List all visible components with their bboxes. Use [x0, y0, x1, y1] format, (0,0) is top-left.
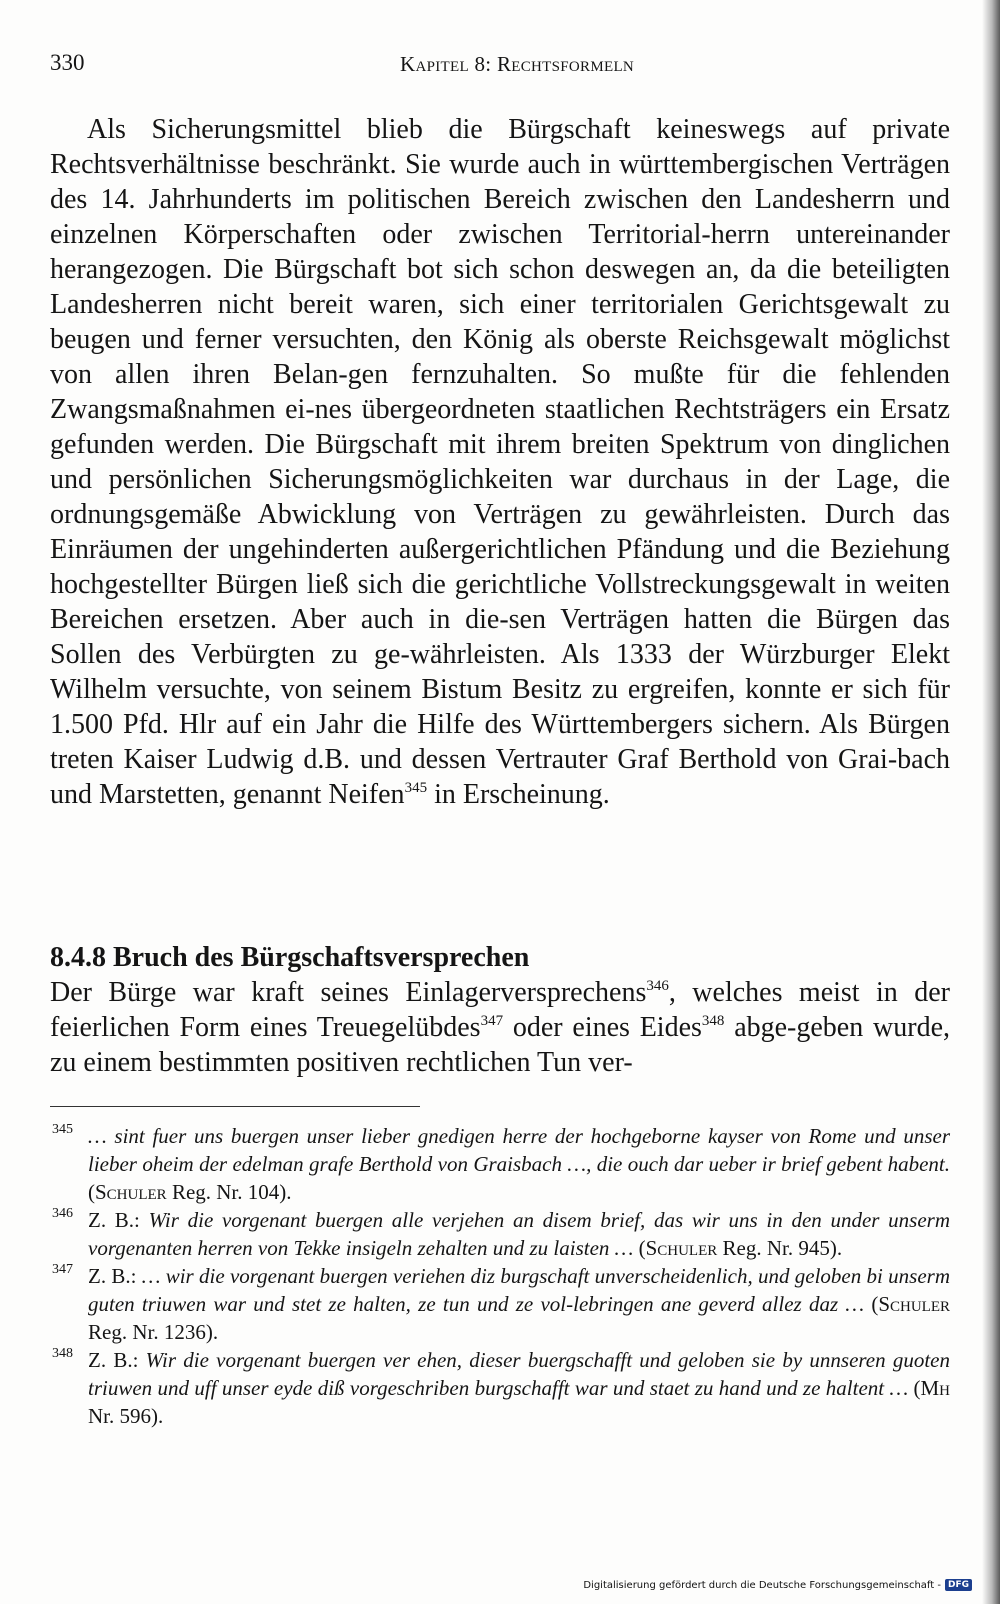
- footnote-346: [50, 1206, 950, 1262]
- paragraph-1-text: Als Sicherungsmittel blieb die Bürgschaft keineswegs auf private Rechtsverhältnisse beschränkt. Sie wurde auch in württembergischen Verträgen des 14. Jahrhunderts im politischen Bereich zwischen den Landesherrn und einzelnen Körperschaften oder zwischen Territorial-herrn untereinander herangezogen. Die Bürgschaft bot sich schon deswegen an, da die beteiligten Landesherren nicht bereit waren, sich einer territorialen Gerichtsgewalt zu beugen und ferner versuchten, den König als oberste Reichsgewalt möglichst von allen ihren Belan-gen fernzuhalten. So mußte für die fehlenden Zwangsmaßnahmen ei-nes übergeordneten staatlichen Rechtsträgers ein Ersatz gefunden werden. Die Bürgschaft mit ihrem breiten Spektrum von dinglichen und persönlichen Sicherungsmöglichkeiten war durchaus in der Lage, die ordnungsgemäße Abwicklung von Verträgen zu gewährleisten. Durch das Einräumen der ungehinderten außergerichtlichen Pfändung und die Beziehung hochgestellter Bürgen ließ sich die gerichtliche Vollstreckungsgewalt in weiten Bereichen ersetzen. Aber auch in die-sen Verträgen hatten die Bürgen das Sollen des Verbürgten zu ge-währleisten. Als 1333 der Würzburger Elekt Wilhelm versuchte, von seinem Bistum Besitz zu ergreifen, konnte er sich für 1.500 Pfd. Hlr auf ein Jahr die Hilfe des Württembergers sichern. Als Bürgen treten Kaiser Ludwig d.B. und dessen Vertrauter Graf Berthold von Grai-bach und Marstetten, genannt Neifen: [50, 114, 950, 810]
- footnote-source: Schuler: [95, 1180, 167, 1204]
- footnote-quote: … sint fuer uns buergen unser lieber gnedigen herre der hochgeborne kayser von Rome und unser lieber oheim der edelman grafe Berthold von Graisbach …, die ouch dar ueber ir brief gebent habent.: [88, 1124, 950, 1176]
- footnote-tail: Reg. Nr. 104).: [166, 1180, 292, 1204]
- page-edge-shadow: [982, 0, 1000, 1604]
- footnote-number: 345: [52, 1122, 73, 1137]
- running-head: Kapitel 8: Rechtsformeln: [400, 52, 635, 76]
- paragraph-2-a: Der Bürge war kraft seines Einlagerversprechens: [50, 977, 647, 1008]
- footnote-source: Schuler: [645, 1236, 718, 1260]
- footnote-lead: Z. B.:: [88, 1208, 149, 1232]
- second-paragraph: [50, 975, 950, 1080]
- dfg-logo[interactable]: DFG: [945, 1579, 972, 1591]
- paragraph-1-end: in Erscheinung.: [427, 779, 610, 810]
- digitization-notice: Digitalisierung gefördert durch die Deutsche Forschungsgemeinschaft -: [583, 1579, 941, 1591]
- footnote-separator: [50, 1106, 420, 1107]
- footnote-source: Mh: [920, 1376, 950, 1400]
- footnote-345: [50, 1122, 950, 1206]
- section-heading: 8.4.8 Bruch des Bürgschaftsversprechen: [50, 942, 530, 973]
- paragraph-2-c: oder eines Eides: [503, 1012, 702, 1043]
- paragraph-2-b: , welches meist in der feierlichen Form eines Treuegelübdes: [50, 977, 950, 1043]
- footnote-tail: Reg. Nr. 1236).: [88, 1320, 219, 1344]
- page-header: [50, 50, 950, 82]
- page-number: 330: [50, 50, 85, 75]
- footnote-quote: Wir die vorgenant buergen ver ehen, dieser buergschafft und geloben sie by unnseren guoten triuwen und uff unser eyde diß vorgeschriben burgschafft war und staet zu hand und ze haltent …: [88, 1348, 951, 1400]
- footnote-lead: Z. B.:: [88, 1348, 146, 1372]
- footnote-tail-prefix: (: [633, 1236, 646, 1260]
- footnote-quote: … wir die vorgenant buergen veriehen diz burgschaft unverscheidenlich, und geloben bi unserm guten triuwen war und stet ze halten, ze tun und ze vol-lebringen ane geverd allez daz …: [88, 1264, 950, 1316]
- digitization-footer: [583, 1576, 972, 1594]
- footnote-ref-345[interactable]: 345: [404, 780, 428, 796]
- footnote-347: [50, 1262, 950, 1346]
- footnote-tail-prefix: (: [88, 1180, 95, 1204]
- footnote-tail-prefix: (: [864, 1292, 879, 1316]
- footnote-number: 347: [52, 1262, 73, 1277]
- paragraph-2-d: abge-geben wurde, zu einem bestimmten positiven rechtlichen Tun ver-: [50, 1012, 950, 1078]
- paragraph-2: [50, 975, 950, 1080]
- footnote-ref-347[interactable]: 347: [480, 1013, 504, 1029]
- footnote-348: [50, 1346, 950, 1430]
- footnote-ref-346[interactable]: 346: [646, 978, 669, 994]
- paragraph-1: [50, 112, 950, 812]
- footnote-ref-348[interactable]: 348: [701, 1013, 725, 1029]
- footnote-number: 348: [52, 1346, 73, 1361]
- footnote-lead: Z. B.:: [88, 1264, 142, 1288]
- footnote-tail-prefix: (: [908, 1376, 921, 1400]
- main-paragraph: [50, 112, 950, 812]
- footnotes: [50, 1122, 950, 1430]
- footnote-quote: Wir die vorgenant buergen alle verjehen an disem brief, das wir uns in den under unserm vorgenanten herren von Tekke insigeln zehalten und zu laisten …: [88, 1208, 950, 1260]
- footnote-source: Schuler: [878, 1292, 950, 1316]
- footnote-tail: Nr. 596).: [88, 1404, 164, 1428]
- footnote-number: 346: [52, 1206, 73, 1221]
- footnote-tail: Reg. Nr. 945).: [717, 1236, 843, 1260]
